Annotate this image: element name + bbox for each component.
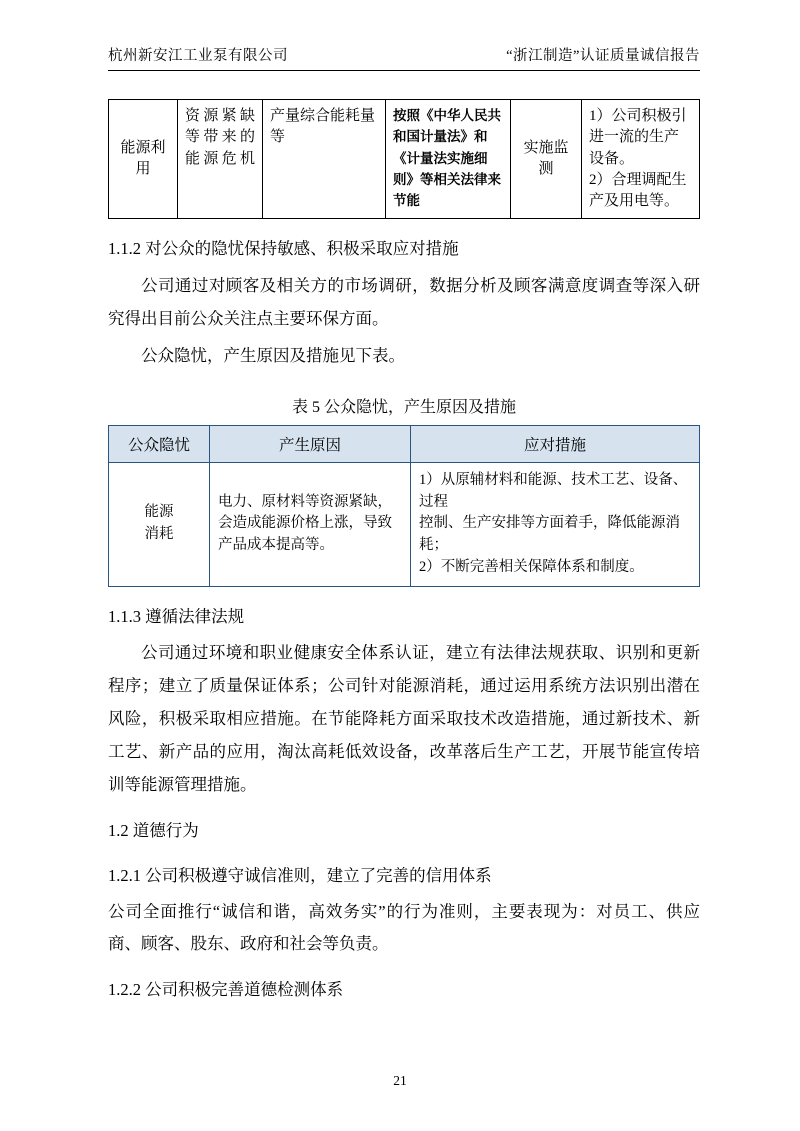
- section-heading-1-2-2: 1.2.2 公司积极完善道德检测体系: [108, 979, 344, 999]
- cause-line: 会造成能源价格上涨，导致: [218, 515, 392, 532]
- cell-concern: [109, 462, 210, 586]
- section-heading-1-2-1: 1.2.1 公司积极遵守诚信准则，建立了完善的信用体系: [108, 866, 492, 886]
- paragraph-1-1-2-a: 公司通过对顾客及相关方的市场调研，数据分析及顾客满意度调查等深入研究得出目前公众关注点主要环保方面。: [108, 275, 700, 328]
- th-concern: 公众隐忧: [109, 425, 210, 462]
- concern-line: 消耗: [144, 526, 174, 543]
- section-heading-1-1-3: 1.1.3 遵循法律法规: [108, 606, 245, 626]
- cell-indicator: 产量综合能耗量等: [263, 100, 386, 219]
- measure-line: 1）从原辅材料和能源、技术工艺、设备、过程: [419, 471, 688, 510]
- cell-measures: [582, 100, 700, 219]
- measure-line: 控制、生产安排等方面着手，降低能源消耗；: [419, 515, 680, 554]
- risk-measures-table: [108, 99, 700, 219]
- cell-basis-text: 按照《中华人民共和国计量法》和《计量法实施细则》等相关法律来节能: [393, 108, 501, 210]
- section-heading-1-1-2: 1.1.2 对公众的隐忧保持敏感、积极采取应对措施: [108, 239, 459, 259]
- cell-measure: [411, 462, 700, 586]
- th-measure: 应对措施: [411, 425, 700, 462]
- cell-risk: 资源紧缺等带来的能源危机: [178, 100, 263, 219]
- concern-line: 能源: [144, 504, 174, 521]
- cell-category: 能源利用: [109, 100, 178, 219]
- cell-basis: [386, 100, 511, 219]
- measure-line: 2）不断完善相关保障体系和制度。: [419, 558, 644, 575]
- table-row: [109, 100, 700, 219]
- cell-cause: [210, 462, 411, 586]
- page-number: 21: [393, 1073, 407, 1088]
- public-concern-table: [108, 425, 700, 587]
- header-company-name: 杭州新安江工业泵有限公司: [108, 48, 288, 64]
- th-cause: 产生原因: [210, 425, 411, 462]
- measure-line: 2）合理调配生产及用电等。: [589, 171, 687, 210]
- table-header-row: [109, 425, 700, 462]
- cause-line: 电力、原材料等资源紧缺，: [218, 493, 392, 510]
- cell-method: 实施监测: [511, 100, 582, 219]
- paragraph-1-1-3: 公司通过环境和职业健康安全体系认证，建立有法律法规获取、识别和更新程序；建立了质量保证体系；公司针对能源消耗，通过运用系统方法识别出潜在风险，积极采取相应措施。在节能降耗方面采取技术改造措施，通过新技术、新工艺、新产品的应用，淘汰高耗低效设备，改革落后生产工艺，开展节能宣传培训等能源管理措施。: [108, 642, 700, 794]
- table5-caption: 表 5 公众隐忧，产生原因及措施: [291, 398, 516, 416]
- running-header: [108, 44, 700, 71]
- paragraph-1-2-1: 公司全面推行“诚信和谐，高效务实”的行为准则，主要表现为：对员工、供应商、顾客、股东、政府和社会等负责。: [108, 901, 700, 953]
- page-content: [108, 44, 700, 1005]
- table-row: [109, 462, 700, 586]
- cause-line: 产品成本提高等。: [218, 537, 334, 554]
- paragraph-1-1-2-b: 公众隐忧，产生原因及措施见下表。: [141, 345, 405, 365]
- header-report-title: “浙江制造”认证质量诚信报告: [506, 48, 700, 64]
- measure-line: 1）公司积极引进一流的生产设备。: [589, 108, 687, 167]
- section-heading-1-2: 1.2 道德行为: [108, 820, 199, 840]
